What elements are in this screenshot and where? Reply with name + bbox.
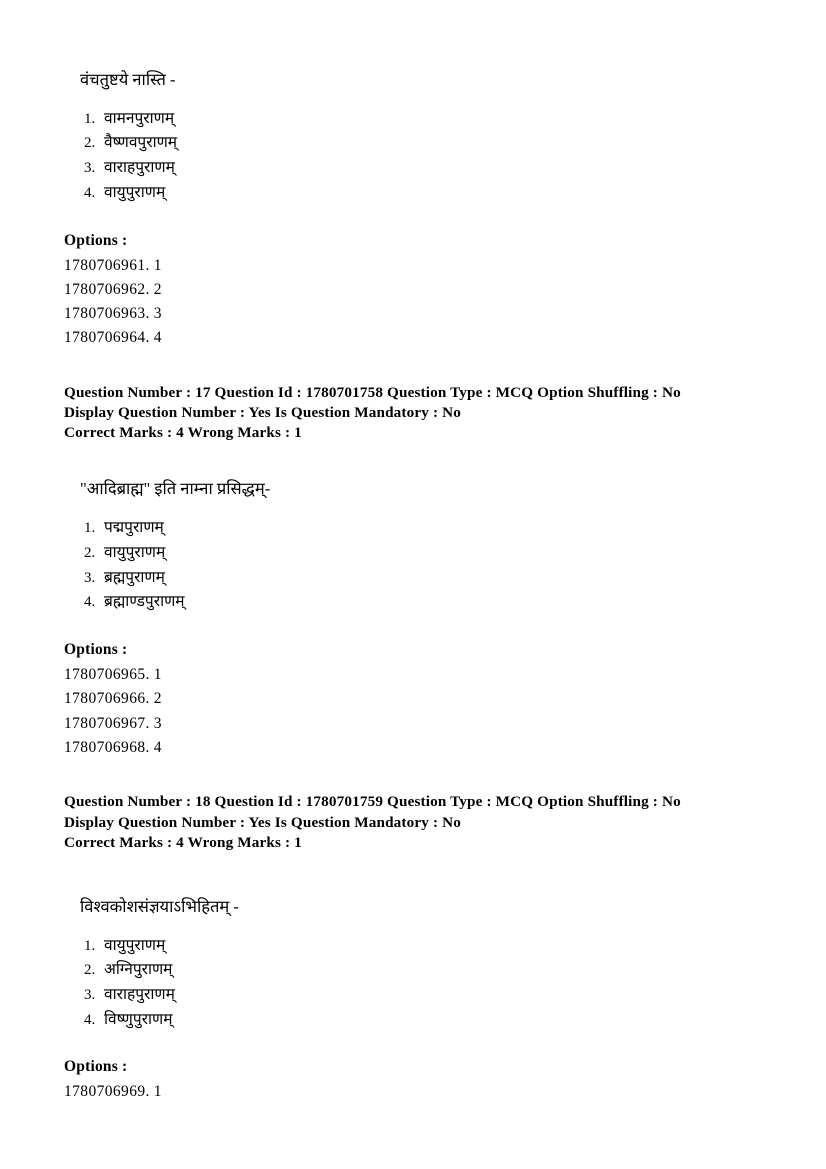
option-id-row [64,326,762,350]
choice-text: अग्निपुराणम् [104,961,173,979]
option-index: 4 [153,329,162,347]
choice-text: वायुपुराणम् [104,183,166,201]
options-label: Options : [64,640,128,658]
option-index: 1 [153,256,162,274]
choice-text: वामनपुराणम् [104,109,175,127]
question-meta [64,792,762,853]
option-index: 3 [153,305,162,323]
option-id-row [64,687,762,711]
option-id: 1780706962. [64,280,150,298]
options-label: Options : [64,231,128,249]
list-item [84,934,762,959]
choice-text: वाराहपुराणम् [104,159,175,177]
option-id-row [64,302,762,326]
option-id: 1780706966. [64,690,150,708]
choice-text: पद्मपुराणम् [104,519,164,537]
choice-list [64,107,762,206]
choice-number: 2. [84,135,96,152]
option-index: 3 [153,714,162,732]
choice-number: 3. [84,160,96,177]
choice-text: वायुपुराणम् [104,936,166,954]
question-stem: विश्वकोशसंज्ञयाऽभिहितम् - [80,896,239,916]
question-stem: "आदिब्राह्म" इति नाम्ना प्रसिद्धम्- [80,479,271,499]
list-item [84,541,762,566]
choice-number: 3. [84,569,96,586]
question-block-17 [64,383,762,760]
list-item [84,1008,762,1033]
options-label: Options : [64,1058,128,1076]
question-meta-line-1: Question Number : 18 Question Id : 1780701759 Question Type : MCQ Option Shuffling : No [64,793,681,811]
list-item [84,131,762,156]
choice-text: वैष्णवपुराणम् [104,134,178,152]
question-meta-line-2: Display Question Number : Yes Is Question Mandatory : No [64,813,461,831]
option-index: 2 [153,690,162,708]
question-block-18 [64,792,762,1104]
choice-list [64,934,762,1033]
list-item [84,983,762,1008]
option-id: 1780706963. [64,305,150,323]
list-item [84,590,762,615]
question-meta-line-3: Correct Marks : 4 Wrong Marks : 1 [64,833,302,851]
choice-number: 1. [84,937,96,954]
option-id: 1780706969. [64,1083,150,1101]
list-item [84,181,762,206]
option-id: 1780706964. [64,329,150,347]
question-meta-line-2: Display Question Number : Yes Is Question Mandatory : No [64,404,461,422]
option-id: 1780706967. [64,714,150,732]
choice-number: 4. [84,594,96,611]
question-meta [64,383,762,444]
question-meta-line-1: Question Number : 17 Question Id : 1780701758 Question Type : MCQ Option Shuffling : No [64,383,681,401]
choice-number: 1. [84,110,96,127]
choice-list [64,516,762,615]
choice-number: 2. [84,962,96,979]
option-id: 1780706961. [64,256,150,274]
choice-text: वाराहपुराणम् [104,986,175,1004]
choice-number: 2. [84,544,96,561]
list-item [84,516,762,541]
choice-text: विष्णुपुराणम् [104,1010,173,1028]
question-block-tail [64,68,762,351]
question-stem: वंचतुष्टये नास्ति - [80,70,176,89]
list-item [84,958,762,983]
option-id-row [64,736,762,760]
option-id-row [64,712,762,736]
option-id: 1780706968. [64,738,150,756]
option-id-row [64,254,762,278]
list-item [84,107,762,132]
choice-number: 4. [84,1011,96,1028]
option-id-row [64,663,762,687]
list-item [84,156,762,181]
choice-number: 1. [84,520,96,537]
choice-number: 3. [84,987,96,1004]
option-id-row [64,1080,762,1104]
option-id: 1780706965. [64,665,150,683]
option-index: 4 [153,738,162,756]
list-item [84,566,762,591]
choice-text: वायुपुराणम् [104,543,166,561]
option-index: 1 [153,665,162,683]
choice-text: ब्रह्माण्डपुराणम् [104,593,185,611]
question-meta-line-3: Correct Marks : 4 Wrong Marks : 1 [64,424,302,442]
choice-number: 4. [84,184,96,201]
option-index: 2 [153,280,162,298]
choice-text: ब्रह्मपुराणम् [104,568,165,586]
option-index: 1 [153,1083,162,1101]
option-id-row [64,278,762,302]
